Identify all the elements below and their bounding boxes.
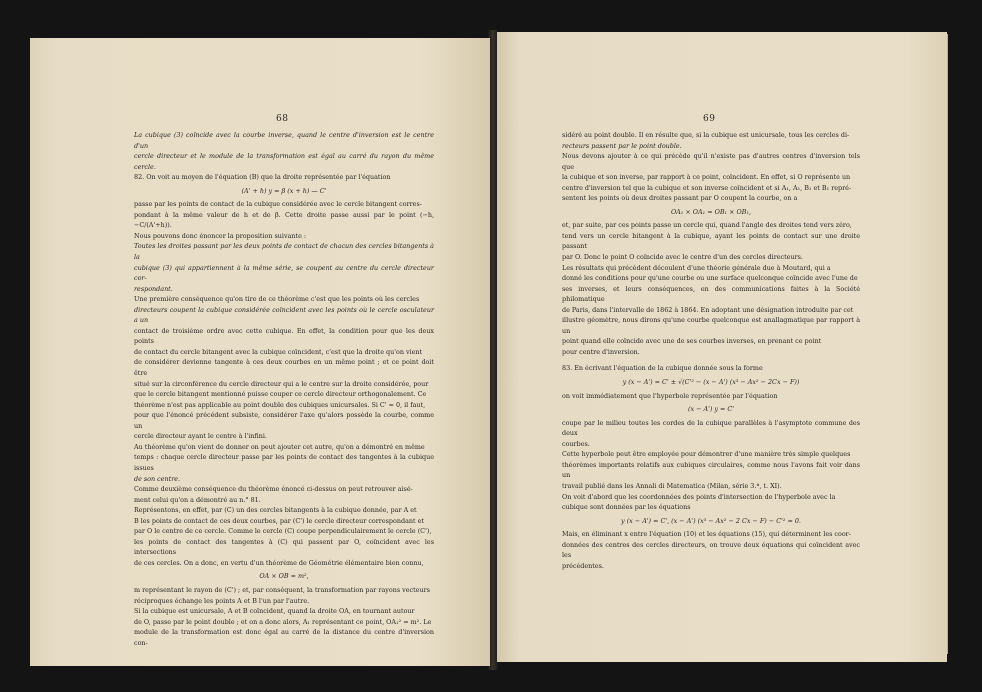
text-line: travail publié dans les Annali di Matematica (Milan, série 3.ª, t. XI). (562, 481, 782, 490)
text-line: par O le centre de ce cercle. Comme le cercle (C) coupe perpendiculairement le cercle (C'), (134, 527, 432, 536)
text-line: centre d'inversion tel que la cubique et son inverse coïncident et si A₁, A₁, B₁ et B₁ repré- (562, 183, 852, 192)
text-line: théorème n'est pas applicable au point double des cubiques unicursales. Si C' = 0, il faut, (134, 400, 426, 409)
text-line: point quand elle coïncide avec une de ses courbes inverses, en prenant ce point (562, 337, 822, 346)
text-line: recteurs passent par le point double. (562, 141, 682, 150)
text-line: précédentes. (562, 561, 604, 570)
text-line: de O, passe par le point double ; et on a donc alors, A₁ représentant ce point, OA₁² = m². Le (134, 617, 432, 626)
text-line: Une première conséquence qu'on tire de ce théorème c'est que les points où les cercles (134, 295, 420, 304)
text-line: Mais, en éliminant x entre l'équation (10) et les équations (15), qui déterminent les coor- (562, 530, 851, 539)
text-line: que le cercle bitangent mentionné puisse couper ce cercle directeur orthogonalement. Ce (134, 390, 427, 399)
text-line: de considérer devienne tangente à ces deux courbes en un même point ; et ce point doit être (134, 358, 434, 378)
text-line: situé sur la circonférence du cercle directeur qui a le centre sur la droite considérée, pour (134, 379, 429, 388)
text-line: la cubique et son inverse, par rapport à ce point, coïncident. En effet, si O représente un (562, 173, 851, 182)
text-line: de son centre. (134, 474, 181, 483)
text-line: Comme deuxième conséquence du théorème énoncé ci-dessus on peut retrouver aisé- (134, 485, 413, 494)
right-page-text (562, 130, 860, 571)
text-line: Si la cubique est unicursale, A et B coïncident, quand la droite OA, en tournant autour (134, 607, 415, 616)
page-number: 68 (276, 114, 289, 124)
text-line: directeurs coupent la cubique considérée coïncident avec les points où le cercle osculateur a un (134, 305, 434, 325)
text-line: on voit immédiatement que l'hyperbole représentée par l'équation (562, 391, 778, 400)
text-line: sidéré au point double. Il en résulte que, si la cubique est unicursale, tous les cercles di- (562, 131, 850, 139)
text-line: Les résultats qui précèdent découlent d'une théorie générale due à Moutard, qui a (562, 263, 831, 272)
text-line: pondant à la même valeur de h et de β. Cette droite passe aussi par le point (−h, −C/(A'+h)). (134, 210, 434, 230)
text-line: On voit d'abord que les coordonnées des points d'intersection de l'hyperbole avec la (562, 492, 836, 501)
text-line: cercle directeur ayant le centre à l'infini. (134, 432, 267, 441)
text-line: sentent les points où deux droites passant par O coupent la courbe, on a (562, 194, 798, 203)
text-line: pour centre d'inversion. (562, 347, 640, 356)
text-line: tend vers un cercle bitangent à la cubique, ayant les points de contact sur une droite passant (562, 231, 860, 251)
text-line: les points de contact des tangentes à (C) qui passent par O, coïncident avec les intersections (134, 537, 434, 557)
text-line: Nous pouvons donc énoncer la proposition suivante : (134, 231, 307, 240)
text-line: Au théorème qu'on vient de donner on peut ajouter cet autre, qu'on a démontré en même (134, 442, 425, 451)
text-line: données des centres des cercles directeurs, on trouve deux équations qui coïncident avec les (562, 540, 860, 560)
text-line: par O. Donc le point O coïncide avec le centre d'un des cercles directeurs. (562, 253, 803, 262)
text-line: La cubique (3) coïncide avec la courbe inverse, quand le centre d'inversion est le centre d'un (134, 131, 434, 150)
equation-line: y (x − A') = C', (x − A') (x³ − Ax² − 2 Cx − F) − C'² = 0. (621, 516, 801, 525)
text-line: de contact du cercle bitangent avec la cubique coïncident, c'est que la droite qu'on vient (134, 347, 423, 356)
equation-line: OA₁ × OA₁ = OB₁ × OB₁, (670, 207, 752, 216)
equation-line: OA × OB = m², (259, 572, 309, 581)
text-line: de ces cercles. On a donc, en vertu d'un théorème de Géométrie élémentaire bien connu, (134, 558, 424, 567)
text-line: Toutes les droites passant par les deux points de contact de chacun des cercles bitangents à la (134, 242, 434, 262)
text-line: passe par les points de contact de la cubique considérée avec le cercle bitangent corres- (134, 200, 422, 209)
text-line: coupe par le milieu toutes les cordes de la cubique parallèles à l'asymptote commune des deux (562, 418, 860, 438)
text-line: Cette hyperbole peut être employée pour démontrer d'une manière très simple quelques (562, 450, 851, 459)
text-line: module de la transformation est donc égal au carré de la distance du centre d'inversion con- (134, 628, 434, 647)
page-number: 69 (703, 114, 716, 124)
text-line: ses inverses, et leurs conséquences, en des communications faites à la Société philomatique (562, 284, 860, 304)
text-line: pour que l'énoncé précédent subsiste, considérer l'axe qu'alors possède la courbe, comme un (134, 411, 434, 430)
text-line: 83. En écrivant l'équation de la cubique donnée sous la forme (562, 364, 763, 373)
equation-line: (x − A') y = C' (687, 405, 735, 414)
text-line: réciproques échange les points A et B l'un par l'autre. (134, 596, 310, 605)
text-line: 82. On voit au moyen de l'équation (B) que la droite représentée par l'équation (134, 173, 391, 182)
text-line: et, par suite, par ces points passe un cercle qui, quand l'angle des droites tend vers zéro, (562, 221, 852, 230)
right-page (497, 32, 947, 662)
text-line: cercle directeur et le module de la transformation est égal au carré du rayon du même cercle. (134, 152, 434, 171)
text-line: respondant. (134, 284, 173, 293)
text-line: théorèmes importants relatifs aux cubiques circulaires, comme nous l'avons fait voir dans un (562, 460, 860, 480)
text-line: contact de troisième ordre avec cette cubique. En effet, la condition pour que les deux points (134, 326, 434, 346)
equation-line: (A' + h) y = β (x + h) — C' (241, 186, 327, 195)
text-line: courbes. (562, 439, 590, 448)
left-page (30, 38, 490, 666)
text-line: Représentons, en effet, par (C) un des cercles bitangents à la cubique donnée, par A et (134, 506, 417, 515)
text-line: m représentant le rayon de (C') ; et, par conséquent, la transformation par rayons vecteurs (134, 585, 430, 594)
equation-line: y (x − A') = C' ± √(C'² − (x − A') (x³ − Ax² − 2Cx − F)) (622, 378, 800, 387)
text-line: illustre géomètre, nous dirons qu'une courbe quelconque est anallagmatique par rapport à un (562, 316, 860, 335)
text-line: cubique sont données par les équations (562, 503, 691, 512)
text-line: temps : chaque cercle directeur passe par les points de contact des tangentes à la cubique issues (134, 453, 434, 472)
text-line: ment celui qu'on a démontré au n.° 81. (134, 495, 261, 504)
text-line: cubique (3) qui appartiennent à la même série, se coupent au centre du cercle directeur cor- (134, 263, 434, 283)
left-page-text (134, 130, 434, 648)
text-line: Nous devons ajouter à ce qui précède qu'il n'existe pas d'autres centres d'inversion tels que (562, 152, 860, 171)
text-line: donné les conditions pour qu'une courbe ou une surface quelconque coïncide avec l'une de (562, 274, 858, 283)
text-line: de Paris, dans l'intervalle de 1862 à 1864. En adoptant une désignation introduite par cet (562, 305, 854, 314)
text-line: B les points de contact de ces deux courbes, par (C') le cercle directeur correspondant et (134, 516, 424, 525)
